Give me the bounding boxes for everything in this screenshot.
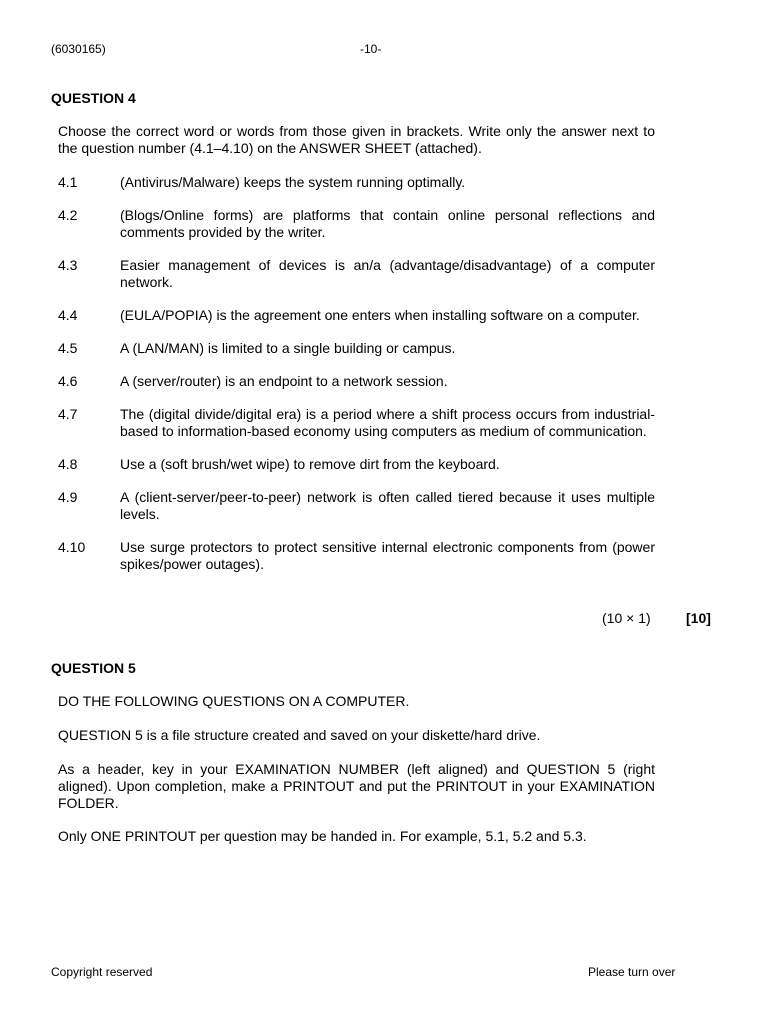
question-text: The (digital divide/digital era) is a period where a shift process occurs from industrial-based to information-based economy using computers as medium of communication. <box>120 406 655 439</box>
question-item <box>58 257 655 291</box>
question-5-paragraph-4: Only ONE PRINTOUT per question may be handed in. For example, 5.1, 5.2 and 5.3. <box>58 828 587 844</box>
marks-total: [10] <box>686 610 711 626</box>
turn-over-notice: Please turn over <box>588 965 676 979</box>
question-number: 4.7 <box>58 406 78 422</box>
question-item <box>58 307 655 324</box>
question-5-paragraph-3: As a header, key in your EXAMINATION NUMBER (left aligned) and QUESTION 5 (right aligned). Upon completion, make a PRINTOUT and put the PRINTOUT in your EXAMINATION FOLDER. <box>58 761 655 811</box>
question-item <box>58 174 655 191</box>
question-item <box>58 373 655 390</box>
question-number: 4.3 <box>58 257 78 273</box>
question-text: A (client-server/peer-to-peer) network is often called tiered because it uses multiple levels. <box>120 489 655 522</box>
question-text: (EULA/POPIA) is the agreement one enters when installing software on a computer. <box>120 307 640 323</box>
question-number: 4.4 <box>58 307 78 323</box>
question-4-list <box>58 174 655 589</box>
question-item <box>58 456 655 473</box>
question-4-title: QUESTION 4 <box>51 90 136 106</box>
question-5-paragraph-1: DO THE FOLLOWING QUESTIONS ON A COMPUTER. <box>58 693 410 709</box>
question-number: 4.1 <box>58 174 78 190</box>
question-text: (Antivirus/Malware) keeps the system running optimally. <box>120 174 466 190</box>
question-item <box>58 340 655 357</box>
marks-calculation: (10 × 1) <box>602 610 651 626</box>
question-item <box>58 539 655 573</box>
question-text: Use a (soft brush/wet wipe) to remove dirt from the keyboard. <box>120 456 500 472</box>
question-item <box>58 489 655 523</box>
question-number: 4.6 <box>58 373 78 389</box>
question-text: Easier management of devices is an/a (advantage/disadvantage) of a computer network. <box>120 257 655 290</box>
question-number: 4.8 <box>58 456 78 472</box>
question-text: A (server/router) is an endpoint to a network session. <box>120 373 448 389</box>
question-5-title: QUESTION 5 <box>51 660 136 676</box>
question-number: 4.2 <box>58 207 78 223</box>
question-number: 4.9 <box>58 489 78 505</box>
question-text: Use surge protectors to protect sensitive internal electronic components from (power spikes/power outages). <box>120 539 655 572</box>
question-text: (Blogs/Online forms) are platforms that contain online personal reflections and comments provided by the writer. <box>120 207 655 240</box>
question-4-instruction: Choose the correct word or words from those given in brackets. Write only the answer next to the question number (4.1–4.10) on the ANSWER SHEET (attached). <box>58 123 655 156</box>
page-number: -10- <box>360 42 382 56</box>
question-item <box>58 406 655 440</box>
question-item <box>58 207 655 241</box>
paper-code: (6030165) <box>51 42 106 56</box>
question-number: 4.5 <box>58 340 78 356</box>
copyright-notice: Copyright reserved <box>51 965 153 979</box>
question-text: A (LAN/MAN) is limited to a single building or campus. <box>120 340 456 356</box>
question-5-paragraph-2: QUESTION 5 is a file structure created and saved on your diskette/hard drive. <box>58 727 541 743</box>
question-number: 4.10 <box>58 539 86 555</box>
